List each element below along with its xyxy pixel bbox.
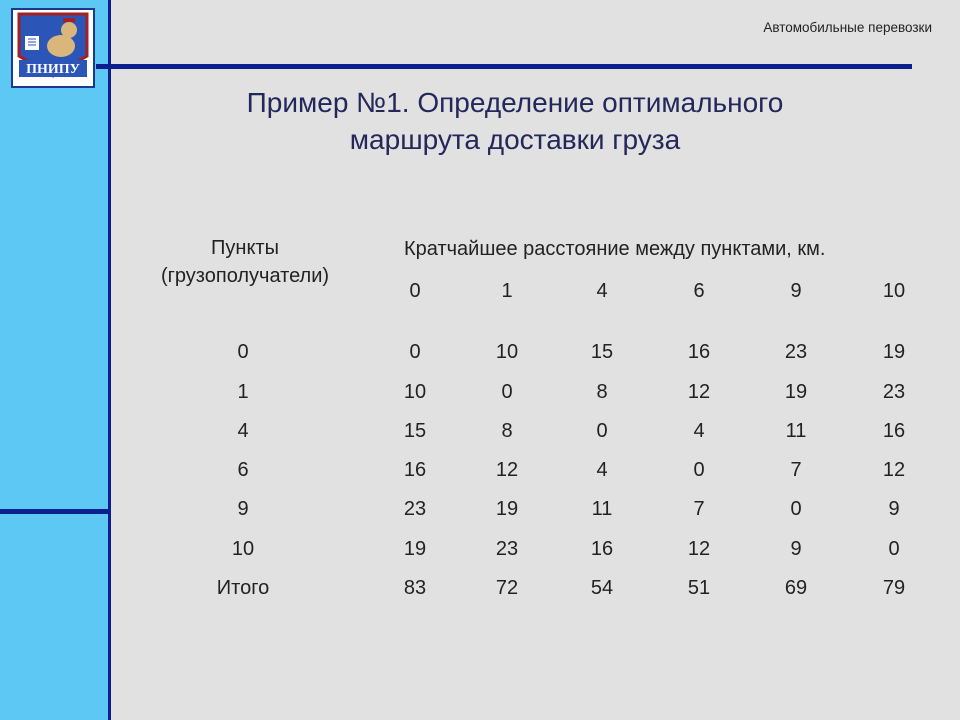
total-cell: 54 bbox=[590, 577, 614, 599]
column-header: 10 bbox=[882, 280, 906, 302]
table-cell: 11 bbox=[785, 420, 807, 442]
points-header-line1: Пункты bbox=[211, 237, 279, 259]
total-label: Итого bbox=[216, 577, 270, 599]
sidebar-panel bbox=[0, 0, 108, 720]
sidebar-divider bbox=[0, 509, 110, 514]
row-label: 1 bbox=[237, 381, 249, 403]
table-cell: 12 bbox=[495, 459, 519, 481]
table-cell: 23 bbox=[882, 381, 906, 403]
table-cell: 7 bbox=[693, 498, 705, 520]
table-cell: 19 bbox=[403, 538, 427, 560]
table-cell: 0 bbox=[501, 381, 513, 403]
table-cell: 19 bbox=[784, 381, 808, 403]
table-cell: 15 bbox=[590, 341, 614, 363]
points-column-header bbox=[135, 234, 355, 290]
table-cell: 4 bbox=[693, 420, 705, 442]
table-cell: 9 bbox=[888, 498, 900, 520]
table-cell: 12 bbox=[687, 381, 711, 403]
table-cell: 19 bbox=[495, 498, 519, 520]
slide-title-line1: Пример №1. Определение оптимального bbox=[246, 87, 784, 118]
total-cell: 69 bbox=[784, 577, 808, 599]
row-label: 10 bbox=[231, 538, 255, 560]
table-cell: 12 bbox=[882, 459, 906, 481]
table-cell: 23 bbox=[403, 498, 427, 520]
column-header: 1 bbox=[501, 280, 513, 302]
column-header: 6 bbox=[693, 280, 705, 302]
slide-title-line2: маршрута доставки груза bbox=[349, 124, 681, 155]
total-cell: 79 bbox=[882, 577, 906, 599]
slide-title bbox=[140, 84, 890, 158]
table-cell: 10 bbox=[403, 381, 427, 403]
points-header-line2: (грузополучатели) bbox=[160, 265, 330, 287]
table-cell: 8 bbox=[596, 381, 608, 403]
course-title: Автомобильные перевозки bbox=[763, 20, 932, 35]
distance-header: Кратчайшее расстояние между пунктами, км. bbox=[404, 238, 826, 260]
table-cell: 11 bbox=[591, 498, 613, 520]
table-cell: 0 bbox=[693, 459, 705, 481]
table-cell: 10 bbox=[495, 341, 519, 363]
table-cell: 16 bbox=[403, 459, 427, 481]
row-label: 6 bbox=[237, 459, 249, 481]
total-cell: 83 bbox=[403, 577, 427, 599]
table-cell: 7 bbox=[790, 459, 802, 481]
table-cell: 8 bbox=[501, 420, 513, 442]
row-label: 9 bbox=[237, 498, 249, 520]
row-label: 0 bbox=[237, 341, 249, 363]
table-cell: 4 bbox=[596, 459, 608, 481]
column-header: 9 bbox=[790, 280, 802, 302]
column-header: 0 bbox=[409, 280, 421, 302]
table-cell: 15 bbox=[403, 420, 427, 442]
table-cell: 19 bbox=[882, 341, 906, 363]
row-label: 4 bbox=[237, 420, 249, 442]
column-header: 4 bbox=[596, 280, 608, 302]
logo-text: ПНИПУ bbox=[26, 62, 80, 77]
table-cell: 9 bbox=[790, 538, 802, 560]
table-cell: 23 bbox=[784, 341, 808, 363]
total-cell: 72 bbox=[495, 577, 519, 599]
table-cell: 0 bbox=[409, 341, 421, 363]
table-cell: 16 bbox=[687, 341, 711, 363]
table-cell: 0 bbox=[596, 420, 608, 442]
table-cell: 23 bbox=[495, 538, 519, 560]
vertical-divider bbox=[108, 0, 111, 720]
table-cell: 0 bbox=[888, 538, 900, 560]
table-cell: 12 bbox=[687, 538, 711, 560]
table-cell: 0 bbox=[790, 498, 802, 520]
university-logo bbox=[11, 8, 95, 88]
header-divider bbox=[96, 64, 912, 69]
table-cell: 16 bbox=[590, 538, 614, 560]
total-cell: 51 bbox=[687, 577, 711, 599]
table-cell: 16 bbox=[882, 420, 906, 442]
